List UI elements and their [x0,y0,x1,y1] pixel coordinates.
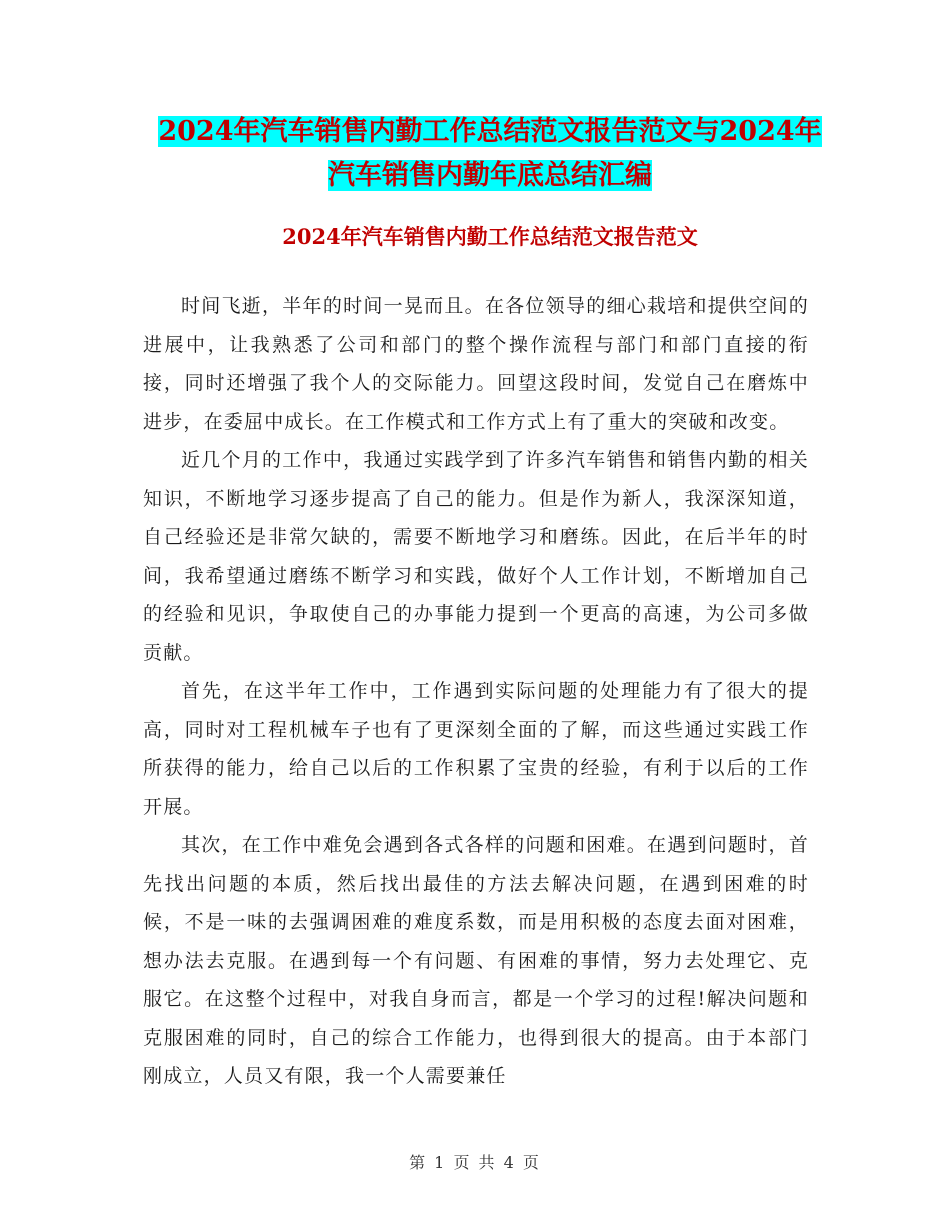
document-title-line-2: 汽车销售内勤年底总结汇编 [328,160,652,191]
document-title [140,110,840,198]
section-title: 2024年汽车销售内勤工作总结范文报告范文 [282,224,698,249]
paragraph: 近几个月的工作中，我通过实践学到了许多汽车销售和销售内勤的相关知识，不断地学习逐步提高了自己的能力。但是作为新人，我深深知道，自己经验还是非常欠缺的，需要不断地学习和磨练。因此，在后半年的时间，我希望通过磨练不断学习和实践，做好个人工作计划，不断增加自己的经验和见识，争取使自己的办事能力提到一个更高的高速，为公司多做贡献。 [143,449,809,664]
paragraph: 时间飞逝，半年的时间一晃而且。在各位领导的细心栽培和提供空间的进展中，让我熟悉了公司和部门的整个操作流程与部门和部门直接的衔接，同时还增强了我个人的交际能力。回望这段时间，发觉自己在磨炼中进步，在委屈中成长。在工作模式和工作方式上有了重大的突破和改变。 [143,295,809,433]
paragraph: 首先，在这半年工作中，工作遇到实际问题的处理能力有了很大的提高，同时对工程机械车子也有了更深刻全面的了解，而这些通过实践工作所获得的能力，给自己以后的工作积累了宝贵的经验，有利于以后的工作开展。 [143,680,809,818]
paragraph: 其次，在工作中难免会遇到各式各样的问题和困难。在遇到问题时，首先找出问题的本质，然后找出最佳的方法去解决问题，在遇到困难的时候，不是一味的去强调困难的难度系数，而是用积极的态度去面对困难，想办法去克服。在遇到每一个有问题、有困难的事情，努力去处理它、克服它。在这整个过程中，对我自身而言，都是一个学习的过程!解决问题和克服困难的同时，自己的综合工作能力，也得到很大的提高。由于本部门刚成立，人员又有限，我一个人需要兼任 [143,834,809,1087]
document-body [143,287,809,1096]
document-title-line-1: 2024年汽车销售内勤工作总结范文报告范文与2024年 [158,116,822,147]
page-footer: 第 1 页 共 4 页 [409,1153,541,1172]
